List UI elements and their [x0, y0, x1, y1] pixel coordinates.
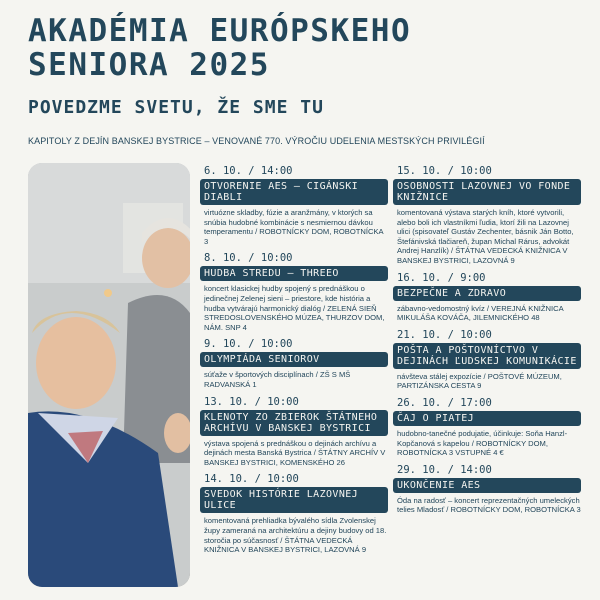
event-date: 8. 10. / 10:00	[204, 252, 293, 265]
event-title: BEZPEČNE A ZDRAVO	[393, 286, 581, 301]
event-description: virtuózne skladby, fúzie a aranžmány, v ktorých sa snúbia hudobné kombinácie s nesmiernou dávkou temperamentu / ROBOTNÍCKY DOM, ROBOTNÍCKA 3	[204, 208, 384, 246]
seniors-photo	[28, 163, 190, 587]
event-date: 14. 10. / 10:00	[204, 473, 299, 486]
event-date: 26. 10. / 17:00	[397, 396, 492, 409]
event-title: SVEDOK HISTÓRIE LAZOVNEJ ULICE	[200, 487, 388, 513]
event-date: 9. 10. / 10:00	[204, 338, 293, 351]
event-description: výstava spojená s prednáškou o dejinách archívu a dejinách mesta Banská Bystrica / ŠTÁTNY ARCHÍV V BANSKEJ BYSTRICI, KOMENSKÉHO 26	[204, 438, 386, 467]
title-line-2: SENIORA 2025	[28, 47, 270, 83]
event-description: komentovaná výstava starých kníh, ktoré vytvorili, alebo boli ich vlastníkmi ľudia, ktorí žili na Lazovnej ulici (spisovateľ Gustáv Zechenter, básnik Ján Botto, Štefánivská tlačiareň, župan Michal Rárus, advokát Andrej Hanzlík) / ŠTÁTNA VEDECKÁ KNIŽNICA V BANSKEJ BYSTRICI, LAZOVNÁ 9	[397, 208, 574, 265]
event-description: koncert klasickej hudby spojený s prednáškou o jedinečnej Zelenej sieni – priestore, kde história a hudba vytvárajú harmonický dialóg / ZELENÁ SIEŇ STREDOSLOVENSKÉHO MÚZEA, THURZOV DOM, NÁM. SNP 4	[204, 284, 385, 332]
events-column-left	[200, 165, 388, 561]
event-item	[393, 329, 581, 391]
page-title	[28, 14, 588, 82]
event-title: OSOBNOSTI LAZOVNEJ VO FONDE KNIŽNICE	[393, 179, 581, 205]
event-title: OLYMPIÁDA SENIOROV	[200, 352, 388, 367]
title-line-1: AKADÉMIA EURÓPSKEHO	[28, 13, 412, 49]
event-description: návšteva stálej expozície / POŠTOVÉ MÚZEUM, PARTIZÁNSKA CESTA 9	[397, 371, 562, 391]
event-item	[393, 464, 581, 515]
event-item	[393, 165, 581, 266]
event-title: KLENOTY ZO ZBIEROK ŠTÁTNEHO ARCHÍVU V BANSKEJ BYSTRICI	[200, 410, 388, 436]
event-description: hudobno-tanečné podujatie, účinkuje: Soňa Hanzl-Kopčanová s kapelou / ROBOTNÍCKY DOM, ROBOTNÍCKA 3 VSTUPNÉ 4 €	[397, 428, 568, 458]
event-title: OTVORENIE AES – CIGÁNSKI DIABLI	[200, 179, 388, 205]
event-item	[200, 252, 388, 332]
event-title: UKONČENIE AES	[393, 478, 581, 493]
subtitle: POVEDZME SVETU, ŽE SME TU	[28, 97, 324, 118]
event-date: 6. 10. / 14:00	[204, 165, 293, 177]
event-title: POŠTA A POŠTOVNÍCTVO V DEJINÁCH ĽUDSKEJ KOMUNIKÁCIE	[393, 343, 581, 369]
kapitoly-line: KAPITOLY Z DEJÍN BANSKEJ BYSTRICE – VENOVANÉ 770. VÝROČIU UDELENIA MESTSKÝCH PRIVILÉGIÍ	[28, 136, 485, 146]
event-item	[200, 396, 388, 468]
event-item	[393, 397, 581, 458]
event-description: zábavno-vedomostný kvíz / VEREJNÁ KNIŽNICA MIKULÁŠA KOVÁČA, JILEMNICKÉHO 48	[397, 303, 564, 323]
event-item	[200, 338, 388, 389]
event-date: 16. 10. / 9:00	[397, 271, 486, 284]
event-title: ČAJ O PIATEJ	[393, 411, 581, 426]
event-date: 13. 10. / 10:00	[204, 395, 299, 408]
seniors-photo-illustration	[28, 163, 190, 587]
event-title: HUDBA STREDU – THREEO	[200, 266, 388, 281]
event-date: 29. 10. / 14:00	[397, 463, 492, 476]
event-description: komentovaná prehliadka bývalého sídla Zvolenskej župy zameraná na architektúru a dejiny budovy od 18. storočia po súčasnosť / ŠTÁTNA VEDECKÁ KNIŽNICA V BANSKEJ BYSTRICI, LAZOVNÁ 9	[204, 516, 387, 555]
event-description: Óda na radosť – koncert reprezentačných umeleckých telies Mladosť / ROBOTNÍCKY DOM, ROBOTNÍCKA 3	[397, 495, 581, 515]
event-date: 21. 10. / 10:00	[397, 328, 492, 341]
event-item	[200, 165, 388, 246]
events-column-right	[393, 165, 581, 521]
event-item	[393, 272, 581, 323]
event-date: 15. 10. / 10:00	[397, 165, 492, 177]
event-item	[200, 473, 388, 554]
event-description: súťaže v športových disciplínach / ZŠ S MŠ RADVANSKÁ 1	[204, 370, 351, 389]
